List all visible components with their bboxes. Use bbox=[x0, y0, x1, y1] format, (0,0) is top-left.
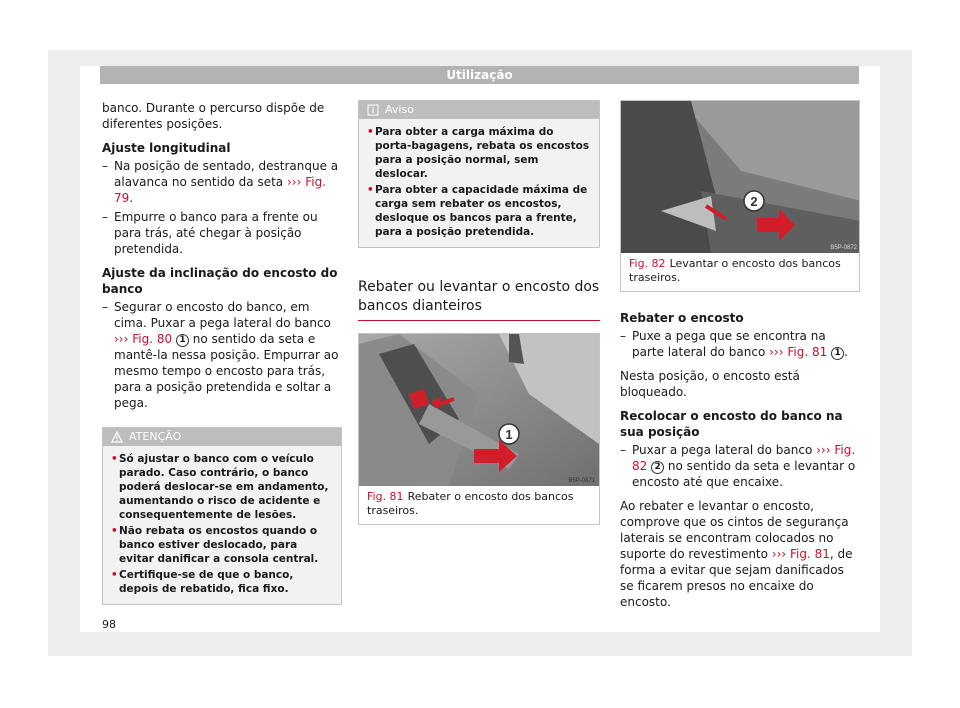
paragraph-final bbox=[620, 498, 860, 610]
page-header: Utilização bbox=[100, 66, 859, 84]
subheading-rebater: Rebater o encosto bbox=[620, 311, 744, 325]
item-text: no sentido da seta e mantê-la nessa posição. Empurrar ao mesmo tempo o encosto para trás, para a posição pretendida e soltar a pega. bbox=[114, 332, 339, 410]
intro-paragraph: banco. Durante o percurso dispõe de diferentes posições. bbox=[102, 101, 325, 131]
warning-bullet: • Certifique-se de que o banco, depois de rebatido, fica fixo. bbox=[111, 568, 333, 596]
section-title: Rebater ou levantar o encosto dos bancos dianteiros bbox=[358, 278, 600, 321]
fig-ref: Fig. 82 bbox=[632, 443, 856, 473]
figure-marker: 1 bbox=[505, 427, 513, 442]
figure-caption bbox=[359, 486, 599, 524]
column-right bbox=[620, 100, 860, 618]
fig-ref: Fig. 81 bbox=[787, 345, 828, 359]
fig-link-80[interactable] bbox=[114, 332, 172, 346]
period: . bbox=[129, 191, 134, 205]
figure-81 bbox=[358, 333, 600, 525]
list-item bbox=[102, 158, 342, 206]
note-title: Aviso bbox=[385, 103, 414, 116]
callout-number: 1 bbox=[831, 347, 844, 360]
item-text: Segurar o encosto do banco, em cima. Puxar a pega lateral do banco bbox=[114, 300, 331, 330]
item-text: Puxe a pega que se encontra na parte lateral do banco bbox=[632, 329, 826, 359]
arrows: ››› bbox=[816, 443, 831, 457]
note-bullet: • Para obter a carga máxima do porta-bagagens, rebata os encostos para a posição normal, sem deslocar. bbox=[367, 125, 591, 181]
seat-photo-illustration bbox=[359, 334, 599, 486]
warning-body bbox=[103, 446, 341, 604]
warning-bullet: • Só ajustar o banco com o veículo parado. Caso contrário, o banco poderá deslocar-se em andamento, aumentando o risco de acidente e consequentemente de lesões. bbox=[111, 452, 333, 522]
warning-triangle-icon bbox=[111, 431, 123, 443]
note-header bbox=[359, 101, 599, 119]
column-left bbox=[102, 100, 342, 605]
subheading-recolocar: Recolocar o encosto do banco na sua posição bbox=[620, 409, 843, 439]
paragraph-text: Ao rebater e levantar o encosto, comprove que os cintos de segurança laterais se encontram colocados no suporte do revestimento bbox=[620, 499, 849, 561]
arrows: ››› bbox=[114, 332, 129, 346]
subheading-inclinacao: Ajuste da inclinação do encosto do banco bbox=[102, 266, 338, 296]
fig-link-81[interactable] bbox=[769, 345, 827, 359]
figure-marker: 2 bbox=[750, 194, 758, 209]
list-item: – Empurre o banco para a frente ou para trás, até chegar à posição pretendida. bbox=[102, 209, 342, 257]
fig-ref: Fig. 80 bbox=[132, 332, 173, 346]
list-item bbox=[102, 299, 342, 411]
figure-code: B5P-0871 bbox=[568, 478, 595, 484]
item-text: no sentido da seta e levantar o encosto até que encaixe. bbox=[632, 459, 856, 489]
page-number: 98 bbox=[102, 618, 116, 631]
fig-ref: Fig. 79 bbox=[114, 175, 327, 205]
arrows: ››› bbox=[769, 345, 784, 359]
figure-image bbox=[359, 334, 599, 486]
seat-photo-illustration bbox=[621, 101, 859, 253]
note-bullet: • Para obter a capacidade máxima de carga sem rebater os encostos, desloque os bancos para a frente, para a posição pretendida. bbox=[367, 183, 591, 239]
period: . bbox=[844, 345, 848, 359]
list-item bbox=[620, 328, 860, 360]
note-box bbox=[358, 100, 600, 248]
note-body bbox=[359, 119, 599, 247]
figure-caption bbox=[621, 253, 859, 291]
figure-label: Fig. 81 bbox=[367, 490, 404, 503]
warning-title: ATENÇÃO bbox=[129, 430, 182, 443]
column-middle bbox=[358, 100, 600, 525]
figure-code: B5P-0872 bbox=[830, 245, 857, 251]
subheading-longitudinal: Ajuste longitudinal bbox=[102, 141, 231, 155]
paragraph-bloqueado: Nesta posição, o encosto está bloqueado. bbox=[620, 369, 800, 399]
figure-image bbox=[621, 101, 859, 253]
paragraph-text: , de forma a evitar que sejam danificados se ficarem presos no encaixe do encosto. bbox=[620, 547, 853, 609]
caption-text: Rebater o encosto dos bancos traseiros. bbox=[367, 490, 574, 517]
warning-box bbox=[102, 427, 342, 605]
arrows: ››› bbox=[771, 547, 787, 561]
figure-label: Fig. 82 bbox=[629, 257, 666, 270]
list-item bbox=[620, 442, 860, 490]
callout-number: 2 bbox=[651, 461, 664, 474]
warning-header bbox=[103, 428, 341, 446]
item-text: Puxar a pega lateral do banco bbox=[632, 443, 817, 457]
info-icon bbox=[367, 104, 379, 116]
callout-number: 1 bbox=[176, 334, 189, 347]
item-text: Na posição de sentado, destranque a alavanca no sentido da seta bbox=[114, 159, 339, 189]
fig-ref: Fig. 81 bbox=[790, 547, 830, 561]
fig-link-81b[interactable] bbox=[772, 547, 830, 561]
arrows: ››› bbox=[286, 175, 302, 189]
figure-82 bbox=[620, 100, 860, 292]
warning-bullet: • Não rebata os encostos quando o banco estiver deslocado, para evitar danificar a consola central. bbox=[111, 524, 333, 566]
caption-text: Levantar o encosto dos bancos traseiros. bbox=[629, 257, 841, 284]
